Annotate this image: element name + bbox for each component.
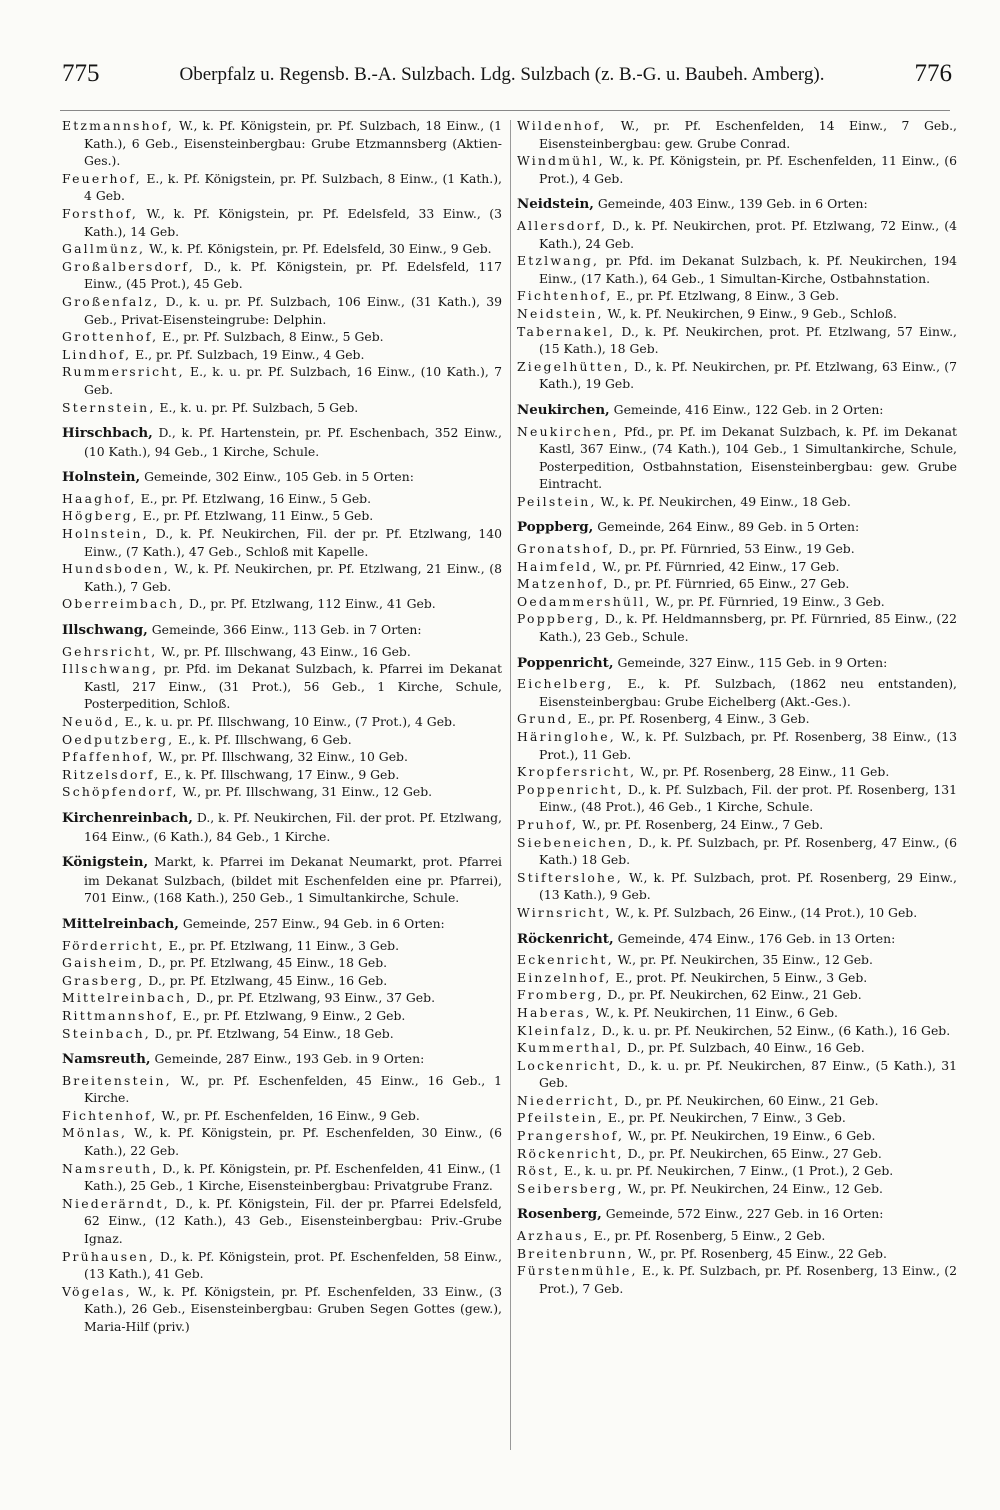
gazetteer-entry [62, 1025, 502, 1043]
gazetteer-entry [62, 783, 502, 801]
gazetteer-entry [517, 1162, 957, 1180]
place-name: Einzelnhof, [517, 969, 612, 985]
place-name: Neuöd, [62, 714, 121, 729]
place-name: Seibersberg, [517, 1180, 624, 1196]
place-details: E., pr. Pf. Etzlwang, 9 Einw., 2 Geb. [178, 1007, 406, 1023]
gazetteer-entry [517, 1092, 957, 1110]
place-name: Holnstein, [62, 469, 141, 486]
gazetteer-entry [517, 728, 957, 763]
place-name: Vögelas, [62, 1283, 132, 1299]
place-name: Röckenricht, [517, 930, 614, 947]
gazetteer-entry [62, 1248, 502, 1283]
page-number-right: 776 [914, 60, 952, 87]
place-details: W., pr. Pf. Fürnried, 19 Einw., 3 Geb. [651, 593, 885, 609]
place-details: D., k. u. pr. Pf. Neukirchen, 87 Einw., (5 Kath.), 31 Geb. [539, 1057, 957, 1091]
gazetteer-entry [517, 152, 957, 187]
place-details: D., pr. Pf. Fürnried, 53 Einw., 19 Geb. [614, 541, 855, 557]
place-details: D., k. Pf. Neukirchen, Fil. der prot. Pf. Etzlwang, 164 Einw., (6 Kath.), 84 Geb., 1 Kirche. [84, 809, 502, 844]
place-details: W., pr. Pf. Fürnried, 42 Einw., 17 Geb. [598, 558, 840, 574]
place-name: Oedputzberg, [62, 731, 175, 747]
place-name: Peilstein, [517, 493, 597, 509]
gazetteer-entry [62, 507, 502, 525]
place-name: Windmühl, [517, 153, 605, 169]
place-details: D., k. u. pr. Pf. Neukirchen, 52 Einw., (6 Kath.), 16 Geb. [597, 1022, 951, 1038]
place-details: Gemeinde, 403 Einw., 139 Geb. in 6 Orten: [593, 196, 868, 212]
place-details: E., k. u. pr. Pf. Neukirchen, 7 Einw., (1 Prot.), 2 Geb. [560, 1163, 894, 1179]
place-details: D., k. Pf. Heldmannsberg, pr. Pf. Fürnried, 85 Einw., (22 Kath.), 23 Geb., Schule. [539, 611, 957, 645]
gazetteer-entry [62, 748, 502, 766]
gazetteer-entry [517, 252, 957, 287]
place-details: Markt, k. Pfarrei im Dekanat Neumarkt, prot. Pfarrei im Dekanat Sulzbach, (bildet mit Eschenfelden eine pr. Pfarrei), 701 Einw., (168 Kath.), 250 Geb., 1 Simultankirche, Schule. [84, 854, 502, 906]
gazetteer-entry [517, 1262, 957, 1297]
place-details: W., k. Pf. Königstein, pr. Pf. Eschenfelden, 30 Einw., (6 Kath.), 22 Geb. [84, 1125, 502, 1159]
place-details: W., pr. Pf. Illschwang, 32 Einw., 10 Geb. [154, 749, 408, 765]
gazetteer-entry [62, 117, 502, 170]
place-name: Lindhof, [62, 346, 132, 362]
place-details: W., pr. Pf. Illschwang, 43 Einw., 16 Geb. [157, 643, 411, 659]
place-details: W., pr. Pf. Rosenberg, 28 Einw., 11 Geb. [636, 764, 890, 780]
place-details: D., pr. Pf. Neukirchen, 60 Einw., 21 Geb. [620, 1092, 879, 1108]
gazetteer-entry [62, 205, 502, 240]
place-name: Rummersricht, [62, 364, 185, 380]
place-details: E., pr. Pf. Etzlwang, 8 Einw., 3 Geb. [612, 288, 840, 304]
gazetteer-heading-entry [517, 1205, 957, 1224]
place-name: Kleinfalz, [517, 1022, 598, 1038]
place-name: Haberas, [517, 1004, 592, 1020]
place-details: W., k. Pf. Königstein, pr. Pf. Eschenfelden, 11 Einw., (6 Prot.), 4 Geb. [539, 153, 957, 186]
place-name: Fromberg, [517, 987, 604, 1003]
place-details: D., k. Pf. Königstein, pr. Pf. Eschenfelden, 41 Einw., (1 Kath.), 25 Geb., 1 Kirche, Eisensteinbergbau: Privatgrube Franz. [84, 1160, 502, 1194]
place-name: Kirchenreinbach, [62, 809, 193, 826]
place-name: Förderricht, [62, 937, 165, 953]
place-name: Neidstein, [517, 196, 594, 213]
place-name: Neidstein, [517, 305, 604, 321]
place-name: Rosenberg, [517, 1206, 602, 1223]
gazetteer-entry [517, 710, 957, 728]
place-name: Poppberg, [517, 519, 594, 536]
gazetteer-entry [62, 1107, 502, 1125]
gazetteer-entry [517, 904, 957, 922]
place-details: Gemeinde, 572 Einw., 227 Geb. in 16 Orten: [601, 1206, 884, 1222]
place-name: Namsreuth, [62, 1051, 151, 1068]
gazetteer-entry [62, 525, 502, 560]
gazetteer-entry [517, 781, 957, 816]
gazetteer-entry [517, 1039, 957, 1057]
place-details: W., pr. Pf. Eschenfelden, 16 Einw., 9 Geb. [157, 1107, 420, 1123]
place-name: Mittelreinbach, [62, 915, 179, 932]
place-name: Grasberg, [62, 972, 145, 988]
place-details: Gemeinde, 327 Einw., 115 Geb. in 9 Orten: [613, 654, 888, 670]
gazetteer-entry [62, 346, 502, 364]
gazetteer-entry [517, 1245, 957, 1263]
gazetteer-entry [62, 1195, 502, 1248]
place-name: Hirschbach, [62, 425, 153, 442]
page-number-left: 775 [62, 60, 100, 87]
gazetteer-heading-entry [62, 621, 502, 640]
place-details: D., k. Pf. Sulzbach, Fil. der prot. Pf. Rosenberg, 131 Einw., (48 Prot.), 46 Geb., 1 Kirche, Schule. [539, 781, 957, 815]
place-name: Prühausen, [62, 1248, 156, 1264]
place-details: Gemeinde, 366 Einw., 113 Geb. in 7 Orten: [147, 622, 422, 638]
gazetteer-entry [62, 240, 502, 258]
place-details: E., k. Pf. Illschwang, 17 Einw., 9 Geb. [160, 766, 400, 782]
place-details: Pfd., pr. Pf. im Dekanat Sulzbach, k. Pf. im Dekanat Kastl, 367 Einw., (74 Kath.), 104 Geb., 1 Simultankirche, Schule, Posterpedition, Ostbahnstation, Eisensteinbergbau: gew. Grube Eintracht. [539, 423, 957, 492]
gazetteer-entry [517, 969, 957, 987]
place-details: D., k. Pf. Königstein, prot. Pf. Eschenfelden, 58 Einw., (13 Kath.), 41 Geb. [84, 1248, 502, 1282]
place-name: Mittelreinbach, [62, 990, 193, 1006]
gazetteer-entry [517, 986, 957, 1004]
gazetteer-entry [62, 363, 502, 398]
gazetteer-entry [62, 1072, 502, 1107]
place-details: W., pr. Pf. Rosenberg, 24 Einw., 7 Geb. [578, 816, 824, 832]
place-details: D., pr. Pf. Etzlwang, 54 Einw., 18 Geb. [150, 1025, 394, 1041]
gazetteer-entry [517, 816, 957, 834]
place-name: Kummerthal, [517, 1040, 624, 1056]
place-name: Neukirchen, [517, 423, 619, 439]
place-name: Neukirchen, [517, 401, 610, 418]
gazetteer-entry [62, 399, 502, 417]
place-name: Röst, [517, 1163, 561, 1179]
place-details: W., k. Pf. Sulzbach, 26 Einw., (14 Prot.), 10 Geb. [611, 904, 918, 920]
place-name: Fürstenmühle, [517, 1263, 638, 1279]
place-details: D., pr. Pf. Etzlwang, 45 Einw., 18 Geb. [144, 955, 388, 971]
gazetteer-entry [62, 1124, 502, 1159]
place-details: E., prot. Pf. Neukirchen, 5 Einw., 3 Geb. [611, 969, 868, 985]
gazetteer-entry [62, 643, 502, 661]
place-name: Häringlohe, [517, 729, 616, 744]
place-details: W., k. Pf. Neukirchen, 9 Einw., 9 Geb., Schloß. [603, 305, 897, 321]
place-details: D., k. Pf. Neukirchen, prot. Pf. Etzlwang, 72 Einw., (4 Kath.), 24 Geb. [539, 217, 957, 251]
gazetteer-entry [517, 423, 957, 493]
gazetteer-entry [62, 660, 502, 713]
gazetteer-heading-entry [62, 1050, 502, 1069]
place-details: W., k. Pf. Sulzbach, pr. Pf. Rosenberg, 38 Einw., (13 Prot.), 11 Geb. [539, 729, 957, 762]
place-name: Röckenricht, [517, 1145, 624, 1161]
place-name: Poppenricht, [517, 654, 614, 671]
place-details: E., pr. Pf. Rosenberg, 5 Einw., 2 Geb. [589, 1228, 826, 1244]
right-column [517, 117, 957, 1297]
place-details: W., k. Pf. Königstein, pr. Pf. Edelsfeld, 30 Einw., 9 Geb. [145, 241, 492, 257]
place-name: Holnstein, [62, 526, 149, 542]
place-details: D., pr. Pf. Etzlwang, 45 Einw., 16 Geb. [144, 972, 388, 988]
gazetteer-heading-entry [517, 195, 957, 214]
place-details: D., pr. Pf. Neukirchen, 62 Einw., 21 Geb. [603, 987, 862, 1003]
place-name: Haimfeld, [517, 558, 599, 574]
gazetteer-entry [62, 1007, 502, 1025]
place-name: Illschwang, [62, 622, 148, 639]
gazetteer-entry [517, 1227, 957, 1245]
gazetteer-entry [62, 937, 502, 955]
gazetteer-heading-entry [62, 424, 502, 460]
place-name: Namsreuth, [62, 1160, 159, 1176]
gazetteer-entry [62, 972, 502, 990]
gazetteer-entry [517, 117, 957, 152]
gazetteer-entry [62, 989, 502, 1007]
gazetteer-entry [517, 540, 957, 558]
gazetteer-heading-entry [62, 809, 502, 845]
place-details: W., k. Pf. Neukirchen, 49 Einw., 18 Geb. [596, 493, 851, 509]
place-name: Sternstein, [62, 399, 156, 415]
gazetteer-heading-entry [517, 518, 957, 537]
place-details: W., pr. Pf. Neukirchen, 24 Einw., 12 Geb. [623, 1180, 883, 1196]
place-name: Breitenstein, [62, 1072, 172, 1088]
place-name: Wirnsricht, [517, 904, 612, 920]
gazetteer-entry [517, 575, 957, 593]
place-details: pr. Pfd. im Dekanat Sulzbach, k. Pfarrei im Dekanat Kastl, 217 Einw., (31 Prot.), 56 Geb., 1 Kirche, Schule, Posterpedition, Schloß. [84, 661, 502, 712]
place-name: Großenfalz, [62, 293, 160, 309]
place-details: W., k. Pf. Neukirchen, pr. Pf. Etzlwang, 21 Einw., (8 Kath.), 7 Geb. [84, 561, 502, 594]
place-name: Ziegelhütten, [517, 358, 630, 374]
gazetteer-heading-entry [62, 915, 502, 934]
gazetteer-heading-entry [517, 654, 957, 673]
place-details: Gemeinde, 257 Einw., 94 Geb. in 6 Orten: [178, 915, 445, 931]
place-details: E., k. u. pr. Pf. Sulzbach, 5 Geb. [155, 399, 359, 415]
left-column [62, 117, 502, 1336]
place-name: Fichtenhof, [517, 288, 613, 304]
place-details: E., k. u. pr. Pf. Illschwang, 10 Einw., (7 Prot.), 4 Geb. [120, 714, 456, 729]
place-details: W., pr. Pf. Eschenfelden, 14 Einw., 7 Geb., Eisensteinbergbau: gew. Grube Conrad. [539, 118, 957, 151]
place-details: D., k. Pf. Sulzbach, pr. Pf. Rosenberg, 47 Einw., (6 Kath.) 18 Geb. [539, 834, 957, 868]
gazetteer-entry [517, 305, 957, 323]
place-details: D., k. Pf. Königstein, pr. Pf. Edelsfeld, 117 Einw., (45 Prot.), 45 Geb. [84, 258, 502, 292]
gazetteer-entry [517, 323, 957, 358]
place-name: Pfeilstein, [517, 1110, 604, 1126]
place-details: D., pr. Pf. Sulzbach, 40 Einw., 16 Geb. [623, 1040, 865, 1056]
place-details: W., k. Pf. Sulzbach, prot. Pf. Rosenberg, 29 Einw., (13 Kath.), 9 Geb. [539, 869, 957, 903]
place-details: W., pr. Pf. Neukirchen, 35 Einw., 12 Geb. [613, 952, 873, 968]
header-rule [60, 110, 950, 111]
place-details: E., pr. Pf. Sulzbach, 19 Einw., 4 Geb. [131, 346, 365, 362]
gazetteer-heading-entry [517, 930, 957, 949]
gazetteer-entry [62, 713, 502, 731]
running-title: Oberpfalz u. Regensb. B.-A. Sulzbach. Ldg. Sulzbach (z. B.-G. u. Baubeh. Amberg). [179, 64, 825, 85]
place-name: Fichtenhof, [62, 1107, 158, 1123]
place-name: Grottenhof, [62, 329, 159, 345]
place-name: Großalbersdorf, [62, 258, 195, 274]
place-name: Gallmünz, [62, 241, 146, 257]
place-details: E., pr. Pf. Etzlwang, 11 Einw., 5 Geb. [138, 508, 374, 524]
place-name: Eichelberg, [517, 676, 614, 692]
place-details: E., k. Pf. Illschwang, 6 Geb. [174, 731, 352, 747]
place-details: D., pr. Pf. Etzlwang, 93 Einw., 37 Geb. [192, 990, 436, 1006]
gazetteer-entry [62, 328, 502, 346]
place-details: Gemeinde, 287 Einw., 193 Geb. in 9 Orten: [150, 1051, 425, 1067]
place-name: Haaghof, [62, 490, 137, 506]
gazetteer-entry [517, 834, 957, 869]
place-name: Niederricht, [517, 1092, 621, 1108]
gazetteer-entry [517, 675, 957, 710]
place-name: Etzmannshof, [62, 118, 174, 133]
place-details: D., k. Pf. Neukirchen, pr. Pf. Etzlwang, 63 Einw., (7 Kath.), 19 Geb. [539, 358, 957, 392]
place-details: D., k. u. pr. Pf. Sulzbach, 106 Einw., (31 Kath.), 39 Geb., Privat-Eisensteingrube: Delphin. [84, 293, 502, 327]
gazetteer-entry [517, 287, 957, 305]
place-name: Königstein, [62, 854, 149, 871]
place-details: E., k. Pf. Sulzbach, pr. Pf. Rosenberg, 13 Einw., (2 Prot.), 7 Geb. [539, 1263, 957, 1296]
place-details: D., k. Pf. Neukirchen, prot. Pf. Etzlwang, 57 Einw., (15 Kath.), 18 Geb. [539, 323, 957, 357]
gazetteer-entry [517, 1127, 957, 1145]
place-name: Hundsboden, [62, 561, 170, 577]
gazetteer-entry [62, 258, 502, 293]
place-details: Gemeinde, 264 Einw., 89 Geb. in 5 Orten: [593, 519, 860, 535]
place-details: E., pr. Pf. Etzlwang, 16 Einw., 5 Geb. [136, 490, 372, 506]
place-name: Wildenhof, [517, 118, 607, 133]
place-name: Forsthof, [62, 205, 138, 221]
gazetteer-entry [62, 954, 502, 972]
place-details: Gemeinde, 474 Einw., 176 Geb. in 13 Orten: [613, 930, 896, 946]
place-details: W., pr. Pf. Neukirchen, 19 Einw., 6 Geb. [624, 1128, 876, 1144]
gazetteer-entry [517, 493, 957, 511]
place-details: D., k. Pf. Neukirchen, Fil. der pr. Pf. Etzlwang, 140 Einw., (7 Kath.), 47 Geb., Schloß mit Kapelle. [84, 526, 502, 559]
place-name: Niederärndt, [62, 1195, 170, 1211]
place-name: Gehrsricht, [62, 643, 158, 659]
gazetteer-entry [62, 293, 502, 328]
column-divider [510, 120, 511, 1450]
place-name: Högberg, [62, 508, 139, 524]
gazetteer-entry [517, 763, 957, 781]
place-details: D., pr. Pf. Neukirchen, 65 Einw., 27 Geb. [623, 1145, 882, 1161]
place-name: Etzlwang, [517, 253, 600, 269]
place-name: Gronatshof, [517, 541, 615, 557]
place-name: Rittmannshof, [62, 1007, 179, 1023]
place-details: W., k. Pf. Königstein, pr. Pf. Sulzbach, 18 Einw., (1 Kath.), 6 Geb., Eisensteinbergbau: Grube Etzmannsberg (Aktien-Ges.). [84, 118, 502, 169]
place-name: Steinbach, [62, 1025, 151, 1041]
place-details: E., pr. Pf. Neukirchen, 7 Einw., 3 Geb. [603, 1110, 846, 1126]
gazetteer-entry [517, 593, 957, 611]
place-details: E., k. Pf. Sulzbach, (1862 neu entstanden), Eisensteinbergbau: Grube Eichelberg (Akt.-Ges.). [539, 676, 957, 709]
place-name: Illschwang, [62, 661, 159, 677]
place-name: Pruhof, [517, 816, 579, 832]
place-name: Poppenricht, [517, 781, 624, 797]
place-name: Ritzelsdorf, [62, 766, 161, 782]
place-name: Oberreimbach, [62, 596, 186, 612]
place-details: E., pr. Pf. Sulzbach, 8 Einw., 5 Geb. [158, 329, 384, 345]
gazetteer-entry [517, 217, 957, 252]
gazetteer-entry [62, 560, 502, 595]
gazetteer-entry [517, 1022, 957, 1040]
place-name: Prangershof, [517, 1128, 625, 1144]
place-name: Kropfersricht, [517, 764, 637, 780]
place-name: Arzhaus, [517, 1228, 590, 1244]
place-details: E., k. u. pr. Pf. Sulzbach, 16 Einw., (10 Kath.), 7 Geb. [84, 364, 502, 397]
place-details: D., k. Pf. Königstein, Fil. der pr. Pfarrei Edelsfeld, 62 Einw., (12 Kath.), 43 Geb., Eisensteinbergbau: Priv.-Grube Ignaz. [84, 1195, 502, 1247]
place-details: W., k. Pf. Königstein, pr. Pf. Edelsfeld, 33 Einw., (3 Kath.), 14 Geb. [84, 205, 502, 239]
gazetteer-entry [517, 869, 957, 904]
place-details: E., pr. Pf. Etzlwang, 11 Einw., 3 Geb. [164, 937, 400, 953]
gazetteer-entry [62, 170, 502, 205]
place-name: Matzenhof, [517, 576, 610, 592]
gazetteer-entry [62, 1283, 502, 1336]
place-details: W., k. Pf. Neukirchen, 11 Einw., 6 Geb. [591, 1004, 838, 1020]
place-details: pr. Pfd. im Dekanat Sulzbach, k. Pf. Neukirchen, 194 Einw., (17 Kath.), 64 Geb., 1 Simultan-Kirche, Ostbahnstation. [539, 253, 957, 286]
place-name: Feuerhof, [62, 170, 142, 186]
gazetteer-entry [517, 558, 957, 576]
gazetteer-entry [517, 1180, 957, 1198]
page-header [62, 60, 952, 96]
gazetteer-entry [62, 595, 502, 613]
place-details: D., pr. Pf. Fürnried, 65 Einw., 27 Geb. [609, 576, 850, 592]
place-details: E., k. Pf. Königstein, pr. Pf. Sulzbach, 8 Einw., (1 Kath.), 4 Geb. [84, 170, 502, 204]
gazetteer-entry [517, 951, 957, 969]
place-name: Tabernakel, [517, 323, 616, 339]
gazetteer-entry [517, 1004, 957, 1022]
place-name: Schöpfendorf, [62, 784, 179, 800]
place-name: Grund, [517, 711, 574, 727]
place-name: Allersdorf, [517, 217, 608, 233]
place-details: W., pr. Pf. Rosenberg, 45 Einw., 22 Geb. [633, 1245, 887, 1261]
place-name: Oedammershüll, [517, 593, 652, 609]
gazetteer-entry [517, 1109, 957, 1127]
gazetteer-entry [62, 490, 502, 508]
gazetteer-entry [517, 1145, 957, 1163]
gazetteer-entry [517, 610, 957, 645]
place-details: D., k. Pf. Hartenstein, pr. Pf. Eschenbach, 352 Einw., (10 Kath.), 94 Geb., 1 Kirche, Schule. [84, 425, 502, 459]
place-details: W., pr. Pf. Illschwang, 31 Einw., 12 Geb. [178, 784, 433, 800]
place-details: Gemeinde, 416 Einw., 122 Geb. in 2 Orten: [609, 401, 884, 417]
place-name: Stifterslohe, [517, 869, 623, 885]
place-name: Lockenricht, [517, 1057, 623, 1073]
gazetteer-heading-entry [62, 468, 502, 487]
place-details: D., pr. Pf. Etzlwang, 112 Einw., 41 Geb. [185, 596, 436, 612]
gazetteer-heading-entry [62, 853, 502, 907]
gazetteer-entry [62, 766, 502, 784]
place-name: Siebeneichen, [517, 834, 635, 850]
place-details: W., k. Pf. Königstein, pr. Pf. Eschenfelden, 33 Einw., (3 Kath.), 26 Geb., Eisensteinbergbau: Gruben Segen Gottes (gew.), Maria-Hilf (priv.) [84, 1283, 502, 1334]
place-details: Gemeinde, 302 Einw., 105 Geb. in 5 Orten: [140, 469, 414, 485]
place-name: Mönlas, [62, 1125, 128, 1141]
gazetteer-entry [62, 731, 502, 749]
place-name: Eckenricht, [517, 952, 614, 968]
place-name: Gaisheim, [62, 955, 145, 971]
gazetteer-heading-entry [517, 401, 957, 420]
gazetteer-entry [62, 1160, 502, 1195]
place-details: E., pr. Pf. Rosenberg, 4 Einw., 3 Geb. [573, 711, 810, 727]
gazetteer-entry [517, 358, 957, 393]
place-name: Breitenbrunn, [517, 1245, 634, 1261]
place-details: W., pr. Pf. Eschenfelden, 45 Einw., 16 Geb., 1 Kirche. [84, 1072, 502, 1106]
place-name: Poppberg, [517, 611, 602, 627]
place-name: Pfaffenhof, [62, 749, 155, 765]
gazetteer-entry [517, 1057, 957, 1092]
